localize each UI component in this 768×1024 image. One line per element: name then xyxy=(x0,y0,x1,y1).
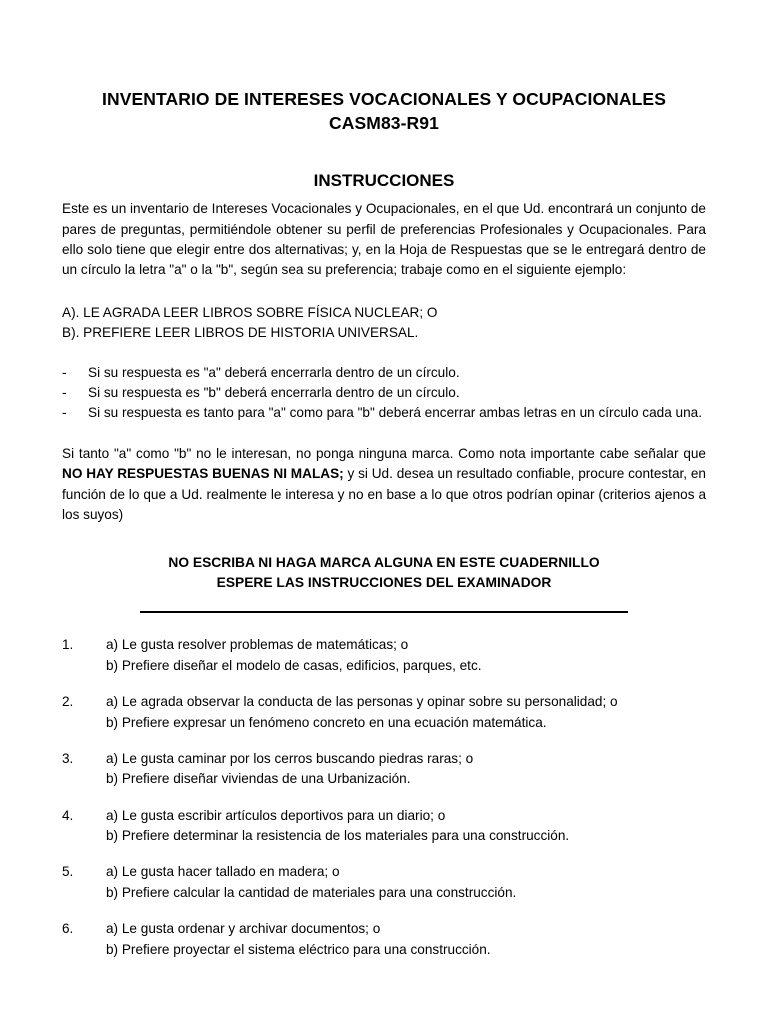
note-paragraph xyxy=(62,444,706,526)
item-number: 4. xyxy=(62,807,74,823)
bullet-dash-icon: - xyxy=(62,364,67,380)
item-option-a: a) Le gusta hacer tallado en madera; o xyxy=(106,864,340,880)
bullet-text: Si su respuesta es tanto para "a" como para "b" deberá encerrar ambas letras en un círculo cada una. xyxy=(88,405,702,421)
bullet-item xyxy=(62,363,706,383)
warning-block xyxy=(62,553,706,593)
item-number: 3. xyxy=(62,750,74,766)
note-text-after: y si Ud. desea un resultado confiable, procure contestar, en función de lo que a Ud. realmente le interesa y no en base a lo que otros podrían opinar (criterios ajenos a los suyos) xyxy=(62,466,706,522)
intro-paragraph: Este es un inventario de Intereses Vocacionales y Ocupacionales, en el que Ud. encontrará un conjunto de pares de preguntas, permitiéndole obtener su perfil de preferencias Profesionales y Ocupacionales. Para ello solo tiene que elegir entre dos alternativas; y, en la Hoja de Respuestas que se le entregará dentro de un círculo la letra "a" o la "b", según sea su preferencia; trabaje como en el siguiente ejemplo: xyxy=(62,201,706,278)
item-body xyxy=(106,862,706,903)
list-item xyxy=(62,635,706,676)
item-option-b: b) Prefiere diseñar viviendas de una Urbanización. xyxy=(106,771,411,787)
example-option-b: B). PREFIERE LEER LIBROS DE HISTORIA UNIVERSAL. xyxy=(62,325,419,341)
page-title: INVENTARIO DE INTERESES VOCACIONALES Y OCUPACIONALES xyxy=(102,89,666,109)
bullet-item xyxy=(62,383,706,403)
item-option-a: a) Le agrada observar la conducta de las personas y opinar sobre su personalidad; o xyxy=(106,694,618,710)
page-subtitle: CASM83-R91 xyxy=(329,112,439,133)
list-item xyxy=(62,862,706,903)
item-body xyxy=(106,749,706,790)
item-number: 6. xyxy=(62,921,74,937)
warning-line-1: NO ESCRIBA NI HAGA MARCA ALGUNA EN ESTE CUADERNILLO xyxy=(168,555,600,571)
item-option-b: b) Prefiere diseñar el modelo de casas, edificios, parques, etc. xyxy=(106,657,482,673)
item-body xyxy=(106,692,706,733)
bullet-text: Si su respuesta es "b" deberá encerrarla dentro de un círculo. xyxy=(88,384,460,400)
item-option-b: b) Prefiere determinar la resistencia de los materiales para una construcción. xyxy=(106,828,570,844)
item-number: 5. xyxy=(62,864,74,880)
item-option-a: a) Le gusta caminar por los cerros buscando piedras raras; o xyxy=(106,750,474,766)
divider xyxy=(140,611,628,613)
item-number: 1. xyxy=(62,637,74,653)
item-option-a: a) Le gusta resolver problemas de matemáticas; o xyxy=(106,637,409,653)
list-item xyxy=(62,806,706,847)
item-option-a: a) Le gusta ordenar y archivar documentos; o xyxy=(106,921,381,937)
item-option-b: b) Prefiere calcular la cantidad de materiales para una construcción. xyxy=(106,884,517,900)
item-option-b: b) Prefiere proyectar el sistema eléctrico para una construcción. xyxy=(106,941,491,957)
list-item xyxy=(62,692,706,733)
instruction-bullets xyxy=(62,363,706,424)
list-item xyxy=(62,919,706,960)
instructions-heading: INSTRUCCIONES xyxy=(313,171,455,191)
item-option-b: b) Prefiere expresar un fenómeno concreto en una ecuación matemática. xyxy=(106,714,547,730)
bullet-text: Si su respuesta es "a" deberá encerrarla dentro de un círculo. xyxy=(88,364,460,380)
item-body xyxy=(106,919,706,960)
item-option-a: a) Le gusta escribir artículos deportivos para un diario; o xyxy=(106,807,446,823)
warning-line-2: ESPERE LAS INSTRUCCIONES DEL EXAMINADOR xyxy=(216,575,552,591)
question-list xyxy=(62,635,706,960)
item-body xyxy=(106,806,706,847)
bullet-dash-icon: - xyxy=(62,405,67,421)
note-text-before: Si tanto "a" como "b" no le interesan, no ponga ninguna marca. Como nota importante cabe señalar que xyxy=(62,445,706,461)
item-number: 2. xyxy=(62,694,74,710)
bullet-dash-icon: - xyxy=(62,384,67,400)
bullet-item xyxy=(62,403,706,423)
list-item xyxy=(62,749,706,790)
example-block xyxy=(62,303,706,344)
example-option-a: A). LE AGRADA LEER LIBROS SOBRE FÍSICA NUCLEAR; O xyxy=(62,304,438,320)
note-text-bold: NO HAY RESPUESTAS BUENAS NI MALAS; xyxy=(62,466,344,482)
item-body xyxy=(106,635,706,676)
